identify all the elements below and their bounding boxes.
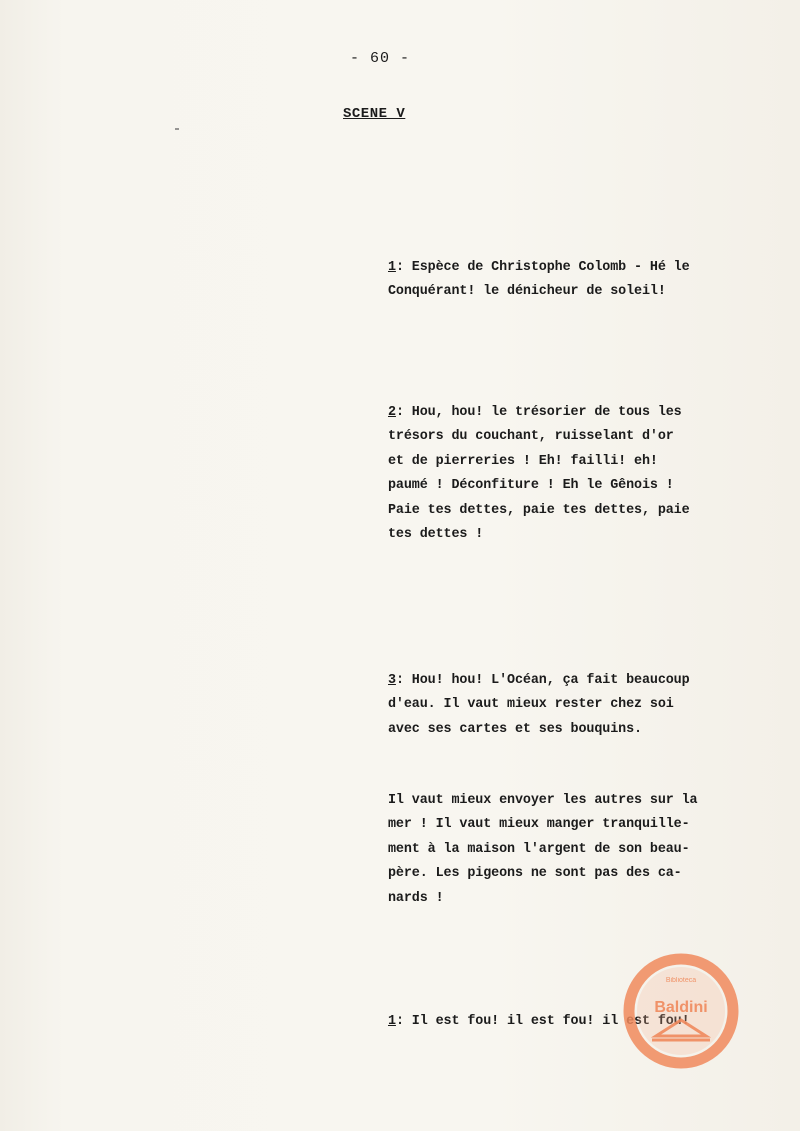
speech-block	[388, 789, 758, 911]
speech-line: Il vaut mieux envoyer les autres sur la	[388, 793, 698, 808]
speech-line: Conquérant! le dénicheur de soleil!	[388, 284, 666, 300]
svg-text:Baldini: Baldini	[654, 999, 708, 1016]
speech-block	[388, 401, 758, 547]
speech-line: 3: Hou! hou! L'Océan, ça fait beaucoup	[388, 673, 690, 688]
speech-line: tes dettes !	[388, 527, 484, 543]
speech-line: Paie tes dettes, paie tes dettes, paie	[388, 502, 690, 518]
speech-block	[388, 1010, 758, 1034]
speaker-number: 3	[388, 673, 396, 688]
page-number: - 60 -	[349, 50, 410, 67]
speech-line: d'eau. Il vaut mieux rester chez soi	[388, 697, 674, 713]
speaker-number: 2	[388, 405, 396, 420]
speech-line: ment à la maison l'argent de son beau-	[388, 841, 690, 857]
speech-line: 2: Hou, hou! le trésorier de tous les	[388, 405, 682, 420]
speech-line: 1: Espèce de Christophe Colomb - Hé le	[388, 260, 690, 275]
speech-line: avec ses cartes et ses bouquins.	[388, 721, 642, 737]
speech-line: mer ! Il vaut mieux manger tranquille-	[388, 817, 690, 833]
speech-line: nards !	[388, 890, 444, 906]
speech-line: et de pierreries ! Eh! failli! eh!	[388, 453, 658, 469]
stray-ink-mark	[175, 128, 179, 130]
speaker-number: 1	[388, 260, 396, 275]
speech-line: paumé ! Déconfiture ! Eh le Gênois !	[388, 478, 674, 494]
speech-block	[388, 669, 758, 742]
speech-line: père. Les pigeons ne sont pas des ca-	[388, 866, 682, 882]
speech-line: 1: Il est fou! il est fou! il est fou!	[388, 1014, 690, 1029]
scene-title: SCENE V	[343, 106, 406, 122]
speech-line: trésors du couchant, ruisselant d'or	[388, 429, 674, 445]
speaker-number: 1	[388, 1014, 396, 1029]
speech-block	[388, 256, 758, 305]
svg-text:Biblioteca: Biblioteca	[665, 977, 697, 984]
